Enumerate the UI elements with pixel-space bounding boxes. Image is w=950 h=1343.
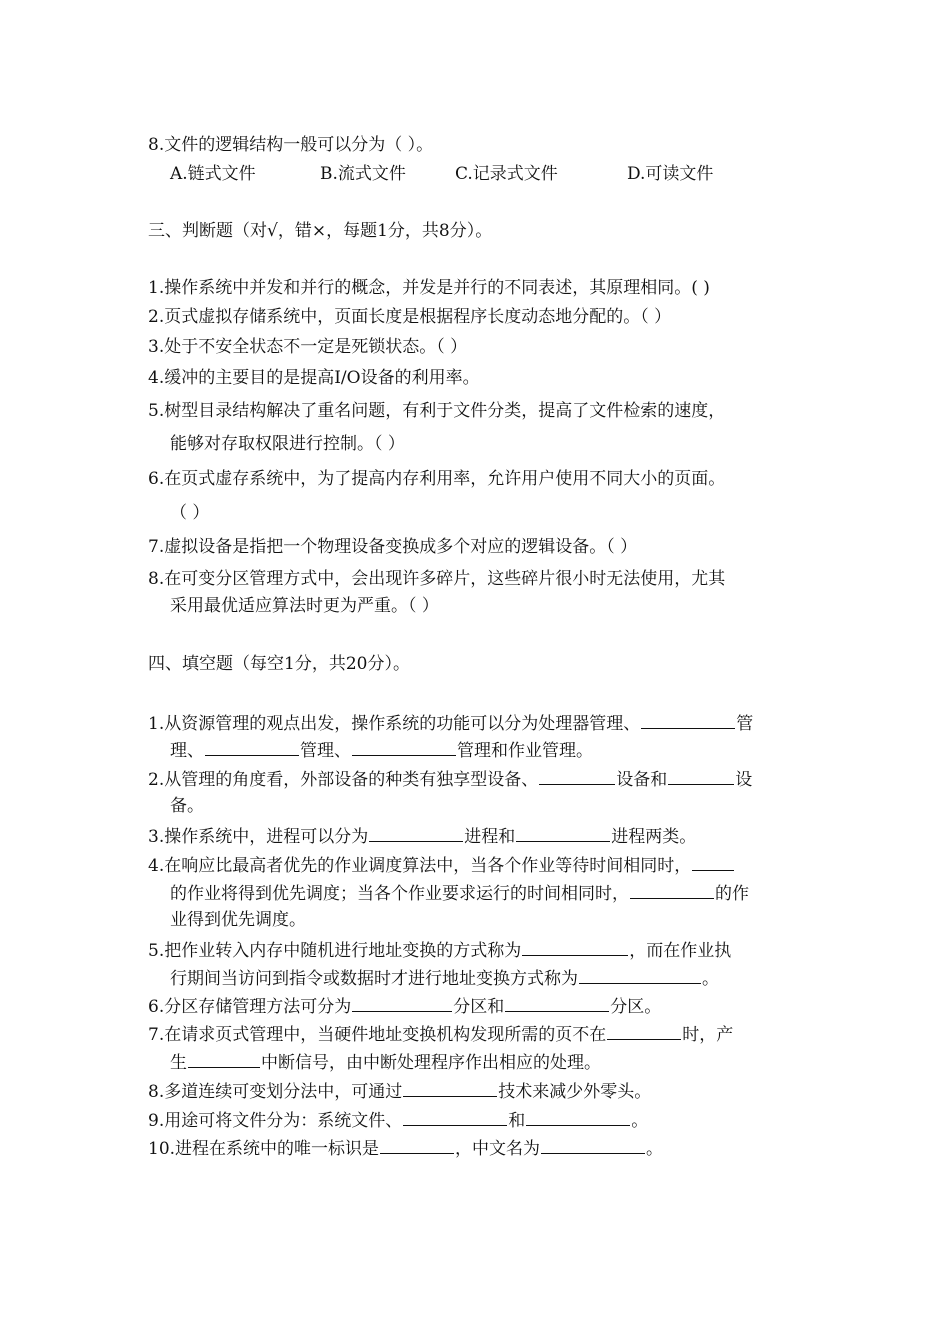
fill-item-9: 9.用途可将文件分为：系统文件、 和 。 [148, 1108, 648, 1132]
answer-blank[interactable] [403, 1108, 507, 1126]
fill-item-4-cont: 的作业将得到优先调度；当各个作业要求运行的时间相同时， 的作 [170, 881, 749, 905]
fill-heading: 四、填空题（每空1分，共20分）。 [148, 654, 410, 674]
answer-blank[interactable] [352, 994, 452, 1012]
answer-blank[interactable] [516, 824, 610, 842]
fill-item-3: 3.操作系统中，进程可以分为 进程和 进程两类。 [148, 824, 696, 848]
judge-item-5: 5.树型目录结构解决了重名问题，有利于文件分类，提高了文件检索的速度， [148, 401, 726, 421]
q8-option-a: A.链式文件 [170, 164, 256, 184]
answer-blank[interactable] [541, 1136, 645, 1154]
fill-item-4-cont2: 业得到优先调度。 [170, 910, 306, 930]
answer-blank[interactable] [641, 711, 735, 729]
answer-blank[interactable] [403, 1079, 497, 1097]
fill-item-10: 10.进程在系统中的唯一标识是 ，中文名为 。 [148, 1136, 663, 1160]
judge-item-1: 1.操作系统中并发和并行的概念，并发是并行的不同表述，其原理相同。( ) [148, 278, 710, 298]
q8-option-b: B.流式文件 [320, 164, 406, 184]
q8-option-c: C.记录式文件 [455, 164, 558, 184]
answer-blank[interactable] [369, 824, 463, 842]
q8-option-d: D.可读文件 [627, 164, 714, 184]
judge-item-7: 7.虚拟设备是指把一个物理设备变换成多个对应的逻辑设备。（ ） [148, 537, 638, 557]
judge-item-8: 8.在可变分区管理方式中，会出现许多碎片，这些碎片很小时无法使用，尤其 [148, 569, 726, 589]
answer-blank[interactable] [607, 1022, 681, 1040]
answer-blank[interactable] [380, 1136, 454, 1154]
answer-blank[interactable] [522, 938, 628, 956]
fill-item-7: 7.在请求页式管理中，当硬件地址变换机构发现所需的页不在 时，产 [148, 1022, 733, 1046]
fill-item-1: 1.从资源管理的观点出发，操作系统的功能可以分为处理器管理、 管 [148, 711, 753, 735]
fill-item-5: 5.把作业转入内存中随机进行地址变换的方式称为 ，而在作业执 [148, 938, 731, 962]
judge-item-6-cont: （ ） [170, 503, 210, 523]
answer-blank[interactable] [188, 1050, 260, 1068]
judge-item-8-cont: 采用最优适应算法时更为严重。（ ） [170, 596, 439, 616]
answer-blank[interactable] [630, 881, 714, 899]
judge-item-6: 6.在页式虚存系统中，为了提高内存利用率，允许用户使用不同大小的页面。 [148, 469, 726, 489]
answer-blank[interactable] [205, 738, 299, 756]
answer-blank[interactable] [539, 767, 615, 785]
answer-blank[interactable] [668, 767, 734, 785]
fill-item-1-cont: 理、 管理、 管理和作业管理。 [170, 738, 593, 762]
judge-heading: 三、判断题（对√，错×，每题1分，共8分）。 [148, 221, 493, 241]
answer-blank[interactable] [692, 853, 734, 871]
q8-options [170, 163, 713, 185]
judge-item-3: 3.处于不安全状态不一定是死锁状态。（ ） [148, 337, 468, 357]
fill-item-2-cont: 备。 [170, 796, 204, 816]
judge-item-5-cont: 能够对存取权限进行控制。（ ） [170, 434, 405, 454]
q8-stem: 8.文件的逻辑结构一般可以分为（ ）。 [148, 135, 434, 155]
fill-item-2: 2.从管理的角度看，外部设备的种类有独享型设备、 设备和 设 [148, 767, 752, 791]
answer-blank[interactable] [352, 738, 456, 756]
judge-item-2: 2.页式虚拟存储系统中，页面长度是根据程序长度动态地分配的。（ ） [148, 307, 672, 327]
answer-blank[interactable] [579, 966, 701, 984]
fill-item-7-cont: 生 中断信号，由中断处理程序作出相应的处理。 [170, 1050, 601, 1074]
fill-item-8: 8.多道连续可变划分法中，可通过 技术来减少外零头。 [148, 1079, 651, 1103]
fill-item-5-cont: 行期间当访问到指令或数据时才进行地址变换方式称为 。 [170, 966, 719, 990]
answer-blank[interactable] [505, 994, 609, 1012]
judge-item-4: 4.缓冲的主要目的是提高I/O设备的利用率。 [148, 368, 480, 388]
fill-item-6: 6.分区存储管理方法可分为 分区和 分区。 [148, 994, 661, 1018]
answer-blank[interactable] [526, 1108, 630, 1126]
fill-item-4: 4.在响应比最高者优先的作业调度算法中，当各个作业等待时间相同时， [148, 853, 735, 877]
